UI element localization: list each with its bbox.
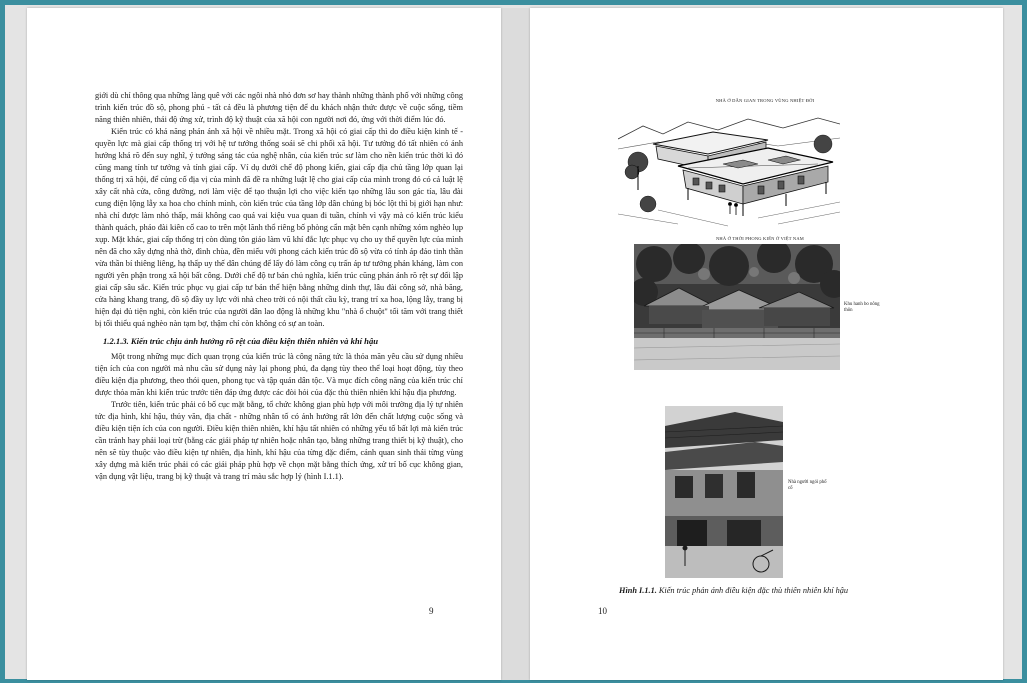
paragraph: Kiến trúc có khả năng phản ánh xã hội về nhiều mặt. Trong xã hội có giai cấp thì do điều kiện kinh tế - quyền lực mà giai cấp thống trị với hệ tư tưởng thống soái sẽ chi phối xã hội. Tư tưởng đó tất nhiên có ảnh hưởng khá rõ đến suy nghĩ, ý tưởng sáng tác của nghệ nhân, của kiến trúc sư làm cho nền kiến trúc thời kì đó cũng mang tính tư tưởng và tính giai cấp. Ví dụ dưới chế độ phong kiến, giai cấp địa chủ tầng lớp quan lại thống trị xã hội, để củng cố địa vị của mình đã đề ra những luật lệ cho giai cấp của mình trong đó có cả luật lệ xây cất nhà cửa, công đường, nơi làm việc để tạo thuận lợi cho việc kiến tạo những lâu son gác tía, lâu đài cung điện lộng lẫy xa hoa cho chính mình, còn kiến trúc của tầng lớp dân chúng bị bóc lột thì bị giới hạn như: nhà chỉ được làm nhỏ thấp, mái không cao quá vai kiệu vua quan đi tuần, chính vì vậy mà có kiến trúc kiểu thành quách, pháo đài kiên cố cao to trên một lãnh thổ riêng bố phòng cẩn mật bên cạnh những xóm nghèo lụp xụp. Mặt khác, giai cấp thống trị còn dùng tôn giáo làm vũ khí đắc lực phục vụ cho uy thế quyền lực của mình nên đã cho xây dựng nhà thờ, đình chùa, đền miếu với phong cách kiến trúc đồ sộ vừa có tính áp đảo tinh thần vừa thần bí thiêng liêng, hạ thấp uy thế dân chúng để lấy đó làm công cụ trấn áp tư tưởng phản kháng, làm con người yên phận trong xã hội bất công. Dưới chế độ tư bản chủ nghĩa, kiến trúc cũng phản ánh rõ rệt sự đối lập giai cấp sâu sắc. Kiến trúc phục vụ giai cấp tư bản thể hiện bằng những dinh thự, lâu đài công sở, nhà băng, cửa hàng khang trang, đồ sộ đầy uy lực với nhà cheo trời có nội thất cầu kỳ, trang trí xa hoa, lộng lẫy, trang bị hiện đại đủ tiện nghi, còn kiến trúc của người dân lao động là những khu "nhà ổ chuột" tối tăm với trang thiết bị tối thiểu quá nghèo nàn tạm bợ, thậm chí còn không có sự an toàn. [95, 127, 463, 328]
paragraph: Trước tiên, kiến trúc phải có bố cục mặt bằng, tổ chức không gian phù hợp với môi trường địa lý tự nhiên tức địa hình, khí hậu, thủy văn, địa chất - những nhân tố có ảnh hưởng rất lớn đến chất lượng cuộc sống và điều kiện tiện ích của con người. Điều kiện thiên nhiên, khí hậu tất nhiên có những yếu tố bất lợi mà kiến trúc cần tránh hay phải loại trừ (bằng các giải pháp tự nhiên hoặc nhân tạo, bằng những trang thiết bị kỹ thuật), cho nên sẽ tùy thuộc vào điều kiện tự nhiên, địa hình, khí hậu của từng đặc điểm, cảnh quan sinh thái từng vùng xây dựng mà kiến trúc phải có các giải pháp phù hợp về chọn mặt bằng thích ứng, xử trí bố cục không gian, vận dụng vật liệu, trang bị kỹ thuật và trang trí màu sắc hợp lý (hình I.1.1). [95, 400, 463, 481]
section-heading: 1.2.1.3. Kiến trúc chịu ảnh hưởng rõ rệt của điều kiện thiên nhiên và khí hậu [103, 336, 379, 346]
figure-label: Nhà người ngói phố cổ [788, 480, 827, 491]
old-quarter-house-photo [665, 406, 783, 578]
right-page [530, 8, 1003, 680]
figure-title: NHÀ Ở DÂN GIAN TRONG VÙNG NHIỆT ĐỚI [715, 98, 815, 103]
feudal-house-photo [634, 244, 840, 370]
caption-text: Kiến trúc phản ánh điều kiện đặc thù thiên nhiên khí hậu [656, 586, 849, 595]
page-number: 9 [429, 606, 434, 616]
figure-caption [619, 586, 959, 595]
figure-title: NHÀ Ở THỜI PHONG KIẾN Ở VIỆT NAM [715, 236, 805, 241]
caption-label: Hình I.1.1. [619, 586, 657, 595]
figure-label: Khu hanh bo nông thôn [844, 302, 880, 313]
paragraph: giới dù chỉ thông qua những làng quê với các ngôi nhà nhỏ đơn sơ hay thành những thành phố với những công trình kiến trúc đồ sộ, phong phú - tất cả đều là phương tiện để du khách nhận thức được về cuộc sống, tiềm năng thiên nhiên, thái độ ứng xử, trình độ kỹ thuật của xã hội con người nơi đó, ứng với thời điểm lúc đó. [95, 91, 463, 124]
page-number: 10 [598, 606, 607, 616]
viewer-top-border [0, 0, 1027, 5]
left-page [27, 8, 501, 680]
viewer-left-border [0, 0, 5, 683]
page-gutter [501, 8, 530, 680]
viewer-right-border [1022, 0, 1027, 683]
tropical-house-sketch [618, 104, 840, 229]
paragraph: Một trong những mục đích quan trọng của kiến trúc là công năng tức là thỏa mãn yêu cầu sử dụng nhiều tiện ích của con người mà nhu cầu sử dụng này lại phong phú, đa dạng tùy theo thể loại hoạt động, tùy theo điều kiện địa phương, theo thói quen, phong tục và tập quán dân tộc. Và mục đích công năng của kiến trúc chỉ được thỏa mãn khi kiến trúc trước tiên đáp ứng được các đòi hỏi của đặc thù thiên nhiên khí hậu địa phương. [95, 352, 463, 397]
left-page-text [95, 90, 463, 483]
